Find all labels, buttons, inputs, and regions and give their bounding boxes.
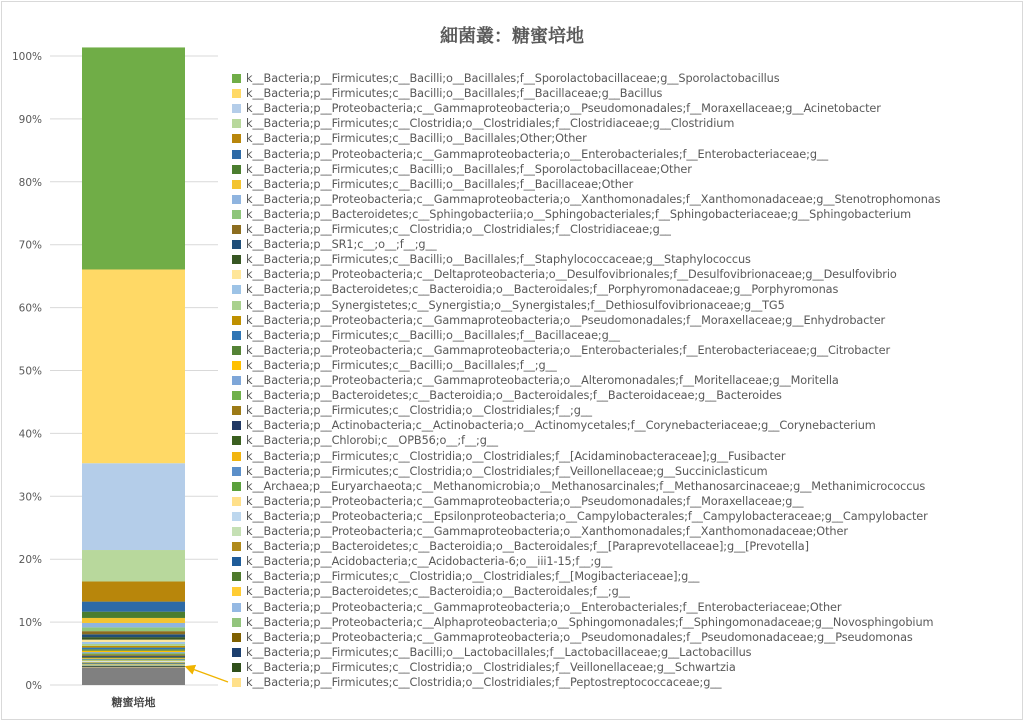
legend-item — [232, 71, 780, 86]
legend-swatch — [232, 587, 241, 596]
legend-swatch — [232, 165, 241, 174]
legend-item — [232, 403, 592, 418]
bar-segment — [82, 652, 185, 653]
legend-swatch — [232, 421, 241, 430]
legend-label: k__Bacteria;p__Firmicutes;c__Bacilli;o__Bacillales;Other;Other — [246, 132, 587, 146]
legend-label: k__Bacteria;p__SR1;c__;o__;f__;g__ — [246, 238, 437, 252]
bar-segment — [82, 463, 185, 550]
legend-label: k__Bacteria;p__Firmicutes;c__Bacilli;o__Bacillales;f__Sporolactobacillaceae;g__Sporolactobacillus — [246, 72, 780, 85]
legend-item — [232, 645, 751, 660]
bar-segment — [82, 637, 185, 640]
legend-label: k__Bacteria;p__Proteobacteria;c__Alphaproteobacteria;o__Sphingomonadales;f__Sphingomonadaceae;g__Novosphingobium — [246, 615, 934, 629]
legend-label: k__Bacteria;p__Proteobacteria;c__Gammaproteobacteria;o__Enterobacteriales;f__Enterobacteriaceae;g__ — [246, 147, 828, 161]
legend-label: k__Bacteria;p__Synergistetes;c__Synergistia;o__Synergistales;f__Dethiosulfovibrionaceae;g__TG5 — [246, 298, 785, 312]
bar-segment — [82, 662, 185, 663]
legend-swatch — [232, 150, 241, 159]
legend-swatch — [232, 482, 241, 491]
bar-segment — [82, 646, 185, 648]
legend-label: k__Bacteria;p__Proteobacteria;c__Gammaproteobacteria;o__Xanthomonadales;f__Xanthomonadaceae;Other — [246, 525, 848, 538]
legend-item — [232, 494, 803, 509]
legend-label: k__Bacteria;p__Firmicutes;c__Clostridia;o__Clostridiales;f__[Acidaminobacteraceae];g__Fusibacter — [246, 449, 786, 463]
legend-label: k__Bacteria;p__Firmicutes;c__Clostridia;o__Clostridiales;f__[Mogibacteriaceae];g__ — [246, 570, 700, 584]
legend-label: k__Bacteria;p__Firmicutes;c__Bacilli;o__Bacillales;f__Sporolactobacillaceae;Other — [246, 162, 692, 176]
legend-item — [232, 86, 662, 101]
legend-item — [232, 584, 630, 599]
legend-label: k__Bacteria;p__Acidobacteria;c__Acidobacteria-6;o__iii1-15;f__;g__ — [246, 555, 613, 569]
bar-segment — [82, 47, 185, 269]
legend-item — [232, 147, 828, 162]
legend-label: k__Bacteria;p__Bacteroidetes;c__Bacteroidia;o__Bacteroidales;f__Bacteroidaceae;g__Bacteroides — [246, 389, 782, 403]
legend-swatch — [232, 180, 241, 189]
legend-label: k__Bacteria;p__Firmicutes;c__Bacilli;o__Bacillales;f__Bacillaceae;g__ — [246, 328, 620, 342]
y-tick-label: 90% — [18, 113, 42, 126]
y-tick-label: 60% — [18, 302, 42, 315]
bar-segment — [82, 656, 185, 657]
legend-label: k__Bacteria;p__Proteobacteria;c__Gammaproteobacteria;o__Enterobacteriales;f__Enterobacteriaceae;Other — [246, 600, 842, 614]
legend-item — [232, 630, 913, 645]
legend-swatch — [232, 331, 241, 340]
bar-segment — [82, 664, 185, 665]
legend-swatch — [232, 240, 241, 249]
legend-label: k__Bacteria;p__Actinobacteria;c__Actinobacteria;o__Actinomycetales;f__Corynebacteriaceae;g__Corynebacterium — [246, 419, 876, 433]
bar-segment — [82, 627, 185, 631]
legend-swatch — [232, 195, 241, 204]
legend-label: k__Bacteria;p__Proteobacteria;c__Gammaproteobacteria;o__Enterobacteriales;f__Enterobacteriaceae;g__Citrobacter — [246, 343, 890, 357]
legend-swatch — [232, 512, 241, 521]
legend-item — [232, 554, 612, 569]
bar-segment — [82, 660, 185, 661]
legend-label: k__Bacteria;p__Firmicutes;c__Clostridia;o__Clostridiales;f__;g__ — [246, 404, 592, 418]
legend-swatch — [232, 618, 241, 627]
legend-item — [232, 418, 876, 433]
legend-swatch — [232, 542, 241, 551]
legend-swatch — [232, 270, 241, 279]
legend-item — [232, 162, 692, 177]
bar-segment — [82, 618, 185, 623]
legend-label: k__Bacteria;p__Bacteroidetes;c__Sphingobacteriia;o__Sphingobacteriales;f__Sphingobacteriaceae;g__Sphingobacterium — [246, 207, 912, 221]
legend-label: k__Bacteria;p__Proteobacteria;c__Epsilonproteobacteria;o__Campylobacterales;f__Campylobacteraceae;g__Campylobacter — [246, 509, 928, 523]
legend-swatch — [232, 436, 241, 445]
bar-segment — [82, 648, 185, 650]
legend-label: k__Bacteria;p__Proteobacteria;c__Gammaproteobacteria;o__Pseudomonadales;f__Pseudomonadaceae;g__Pseudomonas — [246, 630, 913, 644]
legend-label: k__Bacteria;p__Firmicutes;c__Bacilli;o__Bacillales;f__Bacillaceae;Other — [246, 177, 634, 191]
y-tick-label: 100% — [11, 51, 42, 63]
bar-segment — [82, 651, 185, 652]
legend-item — [232, 237, 437, 252]
y-tick-label: 80% — [18, 176, 42, 189]
bar-segment — [82, 666, 185, 667]
legend-item — [232, 569, 699, 584]
legend-label: k__Bacteria;p__Firmicutes;c__Bacilli;o__Bacillales;f__Staphylococcaceae;g__Staphylococcus — [246, 253, 751, 267]
legend-label: k__Bacteria;p__Proteobacteria;c__Gammaproteobacteria;o__Pseudomonadales;f__Moraxellaceae;g__ — [246, 494, 804, 508]
legend-item — [232, 267, 897, 282]
bar-segment — [82, 655, 185, 656]
legend-item — [232, 433, 498, 448]
legend-label: k__Bacteria;p__Bacteroidetes;c__Bacteroidia;o__Bacteroidales;f__Porphyromonadaceae;g__Porphyromonas — [246, 283, 839, 297]
legend-item — [232, 464, 768, 479]
legend-swatch — [232, 134, 241, 143]
legend-item — [232, 479, 925, 494]
legend-item — [232, 116, 734, 131]
legend-item — [232, 131, 587, 146]
legend-label: k__Bacteria;p__Firmicutes;c__Clostridia;o__Clostridiales;f__Veillonellaceae;g__Succiniclasticum — [246, 464, 768, 478]
bar-segment — [82, 642, 185, 644]
legend-swatch — [232, 89, 241, 98]
bar-segment — [82, 269, 185, 463]
legend-item — [232, 222, 671, 237]
y-tick-label: 70% — [18, 239, 42, 252]
legend-swatch — [232, 376, 241, 385]
legend-swatch — [232, 406, 241, 415]
bar-segment — [82, 660, 185, 661]
legend-swatch — [232, 648, 241, 657]
legend-label: k__Bacteria;p__Bacteroidetes;c__Bacteroidia;o__Bacteroidales;f__;g__ — [246, 585, 630, 599]
legend-swatch — [232, 74, 241, 83]
bar-segment — [82, 665, 185, 666]
legend-swatch — [232, 361, 241, 370]
legend-item — [232, 101, 881, 116]
y-tick-label: 10% — [18, 617, 42, 630]
y-tick-label: 30% — [18, 491, 42, 504]
legend-swatch — [232, 391, 241, 400]
bar-segment — [82, 653, 185, 654]
bar-segment — [82, 623, 185, 627]
y-tick-label: 40% — [18, 428, 42, 441]
legend-item — [232, 177, 633, 192]
legend-swatch — [232, 663, 241, 672]
legend-item — [232, 328, 620, 343]
bar-segment — [82, 550, 185, 581]
legend-swatch — [232, 301, 241, 310]
legend-swatch — [232, 527, 241, 536]
legend-label: k__Bacteria;p__Firmicutes;c__Bacilli;o__Bacillales;f__;g__ — [246, 358, 557, 372]
legend-swatch — [232, 557, 241, 566]
bar-segment — [82, 657, 185, 658]
legend-item — [232, 615, 933, 630]
bar-segment — [82, 649, 185, 651]
bar-segment — [82, 644, 185, 646]
leader-arrow — [187, 667, 228, 682]
legend-item — [232, 388, 782, 403]
legend-label: k__Bacteria;p__Firmicutes;c__Clostridia;o__Clostridiales;f__Clostridiaceae;g__Clostridium — [246, 117, 735, 131]
legend-swatch — [232, 678, 241, 687]
legend-item — [232, 343, 890, 358]
legend-item — [232, 449, 785, 464]
legend-item — [232, 298, 785, 313]
legend-swatch — [232, 467, 241, 476]
legend-label: k__Bacteria;p__Firmicutes;c__Clostridia;o__Clostridiales;f__Clostridiaceae;g__ — [246, 223, 671, 236]
legend-label: k__Bacteria;p__Firmicutes;c__Bacilli;o__Lactobacillales;f__Lactobacillaceae;g__Lactobacillus — [246, 645, 752, 659]
legend-item — [232, 282, 838, 297]
legend-item — [232, 660, 736, 675]
legend-swatch — [232, 452, 241, 461]
legend-item — [232, 192, 940, 207]
bar-segment — [82, 640, 185, 642]
legend-item — [232, 358, 557, 373]
legend-item — [232, 524, 848, 539]
bar-segment — [82, 634, 185, 637]
legend-label: k__Bacteria;p__Proteobacteria;c__Gammaproteobacteria;o__Pseudomonadales;f__Moraxellaceae;g__Acinetobacter — [246, 102, 881, 116]
legend-item — [232, 252, 751, 267]
bar-segment — [82, 658, 185, 659]
legend-swatch — [232, 104, 241, 113]
bar-segment — [82, 666, 185, 667]
legend-swatch — [232, 119, 241, 128]
x-tick-label: 糖蜜培地 — [111, 696, 156, 709]
legend-swatch — [232, 633, 241, 642]
legend-item — [232, 313, 885, 328]
legend-item — [232, 600, 841, 615]
legend-label: k__Bacteria;p__Firmicutes;c__Bacilli;o__Bacillales;f__Bacillaceae;g__Bacillus — [246, 87, 663, 101]
legend-swatch — [232, 603, 241, 612]
bar-segment — [82, 665, 185, 666]
legend-swatch — [232, 225, 241, 234]
legend-label: k__Archaea;p__Euryarchaeota;c__Methanomicrobia;o__Methanosarcinales;f__Methanosarcinaceae;g__Methanimicrococcus — [246, 479, 926, 493]
legend-label: k__Bacteria;p__Proteobacteria;c__Gammaproteobacteria;o__Xanthomonadales;f__Xanthomonadaceae;g__Stenotrophomonas — [246, 192, 941, 206]
chart-title: 細菌叢：糖蜜培地 — [440, 26, 584, 47]
bar-segment — [82, 659, 185, 660]
bar-segment — [82, 602, 185, 612]
legend-item — [232, 539, 809, 554]
legend-swatch — [232, 497, 241, 506]
bar-segment — [82, 631, 185, 634]
legend-label: k__Bacteria;p__Bacteroidetes;c__Bacteroidia;o__Bacteroidales;f__[Paraprevotellaceae];g__[Prevotella] — [246, 540, 809, 554]
y-tick-label: 0% — [25, 680, 42, 692]
legend-swatch — [232, 572, 241, 581]
bar-segment — [82, 663, 185, 664]
bar-segment — [82, 612, 185, 618]
y-tick-label: 50% — [18, 365, 42, 378]
legend-swatch — [232, 346, 241, 355]
bar-segment — [82, 661, 185, 662]
legend-label: k__Bacteria;p__Proteobacteria;c__Gammaproteobacteria;o__Alteromonadales;f__Moritellaceae;g__Moritella — [246, 374, 839, 387]
legend-swatch — [232, 255, 241, 264]
legend-swatch — [232, 316, 241, 325]
legend-label: k__Bacteria;p__Proteobacteria;c__Gammaproteobacteria;o__Pseudomonadales;f__Moraxellaceae;g__Enhydrobacter — [246, 313, 886, 327]
legend-label: k__Bacteria;p__Firmicutes;c__Clostridia;o__Clostridiales;f__Veillonellaceae;g__Schwartzia — [246, 660, 736, 674]
bar-segment — [82, 664, 185, 665]
legend-item — [232, 207, 911, 222]
bar-segment — [82, 662, 185, 663]
legend-item — [232, 373, 839, 388]
legend-item — [232, 509, 928, 524]
legend-item — [232, 675, 721, 690]
legend-swatch — [232, 285, 241, 294]
y-tick-label: 20% — [18, 554, 42, 567]
legend-swatch — [232, 210, 241, 219]
legend-label: k__Bacteria;p__Firmicutes;c__Clostridia;o__Clostridiales;f__Peptostreptococcaceae;g__ — [246, 676, 722, 689]
bar-segment — [82, 667, 185, 685]
legend-label: k__Bacteria;p__Proteobacteria;c__Deltaproteobacteria;o__Desulfovibrionales;f__Desulfovibrionaceae;g__Desulfovibrio — [246, 268, 897, 282]
legend-label: k__Bacteria;p__Chlorobi;c__OPB56;o__;f__;g__ — [246, 434, 498, 448]
bar-segment — [82, 581, 185, 601]
